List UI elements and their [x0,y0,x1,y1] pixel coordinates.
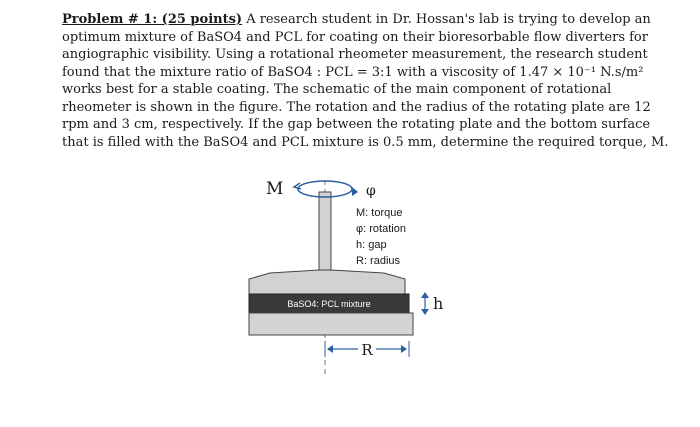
radius-arrow-left-icon [327,345,333,353]
rotation-arrow-head-icon [352,187,358,196]
problem-heading: Problem # 1: (25 points) [62,12,243,27]
rotating-plate [249,270,405,294]
legend-torque: M: torque [356,207,403,219]
legend-rotation: φ: rotation [356,223,406,235]
bottom-base [249,313,413,335]
rheometer-shaft [319,192,331,282]
radius-symbol: R [361,341,373,359]
legend-radius: R: radius [356,255,401,267]
rotation-symbol: φ [366,183,376,199]
problem-line-6: rheometer is shown in the figure. The rotation and the radius of the rotating plate are 12 [62,99,651,115]
problem-line-2: optimum mixture of BaSO4 and PCL for coating on their bioresorbable flow diverters for [62,29,648,45]
gap-symbol: h [433,294,444,313]
radius-arrow-right-icon [401,345,407,353]
gap-arrow-down-icon [421,309,429,315]
problem-line-1-text: A research student in Dr. Hossan's lab is trying to develop an [242,12,651,27]
gap-arrow-up-icon [421,292,429,298]
mixture-label: BaSO4: PCL mixture [287,299,371,309]
problem-line-8: that is filled with the BaSO4 and PCL mixture is 0.5 mm, determine the required torque, M. [62,134,669,150]
torque-symbol: M [266,179,284,199]
problem-line-5: works best for a stable coating. The schematic of the main component of rotational [62,82,612,97]
problem-line-3: angiographic visibility. Using a rotational rheometer measurement, the research student [62,47,648,62]
problem-line-7: rpm and 3 cm, respectively. If the gap between the rotating plate and the bottom surface [62,117,651,132]
legend-gap: h: gap [356,239,387,251]
problem-line-4: found that the mixture ratio of BaSO4 : PCL = 3:1 with a viscosity of 1.47 × 10⁻¹ N.s/m² [62,64,644,80]
